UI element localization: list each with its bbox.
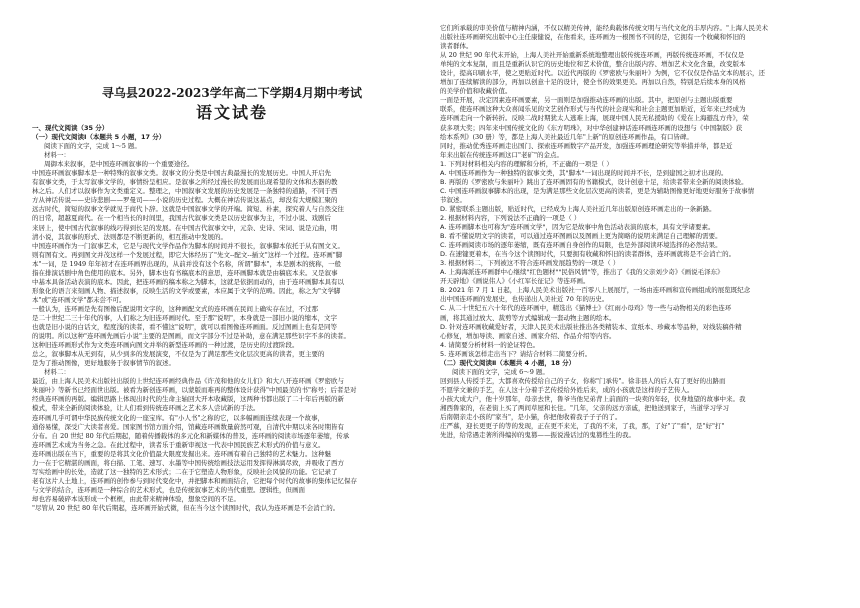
- text-line: 本"一词，是 1949 年年初才在连环画界出现的，从前并没有这个名称，所谓"脚本"，本是剧本的统称，一般: [32, 259, 342, 268]
- left-column-text: [32, 124, 432, 513]
- text-line: 连环画出版在当下，重要的是将其文化价值最大限度发掘出来。连环画有着自己独特的艺术魅力。这种魅: [32, 449, 331, 458]
- text-line: 也就是旧小说的白话文，程度浅的读者，看不懂这"说明"，就可以看图像连环画面。反过图画上也有是同等: [32, 323, 337, 332]
- text-line: 是为了推动图像，更好地服务于叙事情节的叙述。: [32, 359, 175, 368]
- text-line: 中国连环画作为一门叙事艺术，它是与现代文学作品作为脚本的时间并不很长，叙事脚本依托于从有图文义。: [32, 241, 344, 250]
- text-line: 连环画艺术成为当务之急。在此过程中，读者乐于重新审视这一代表中国民族艺术形式的价值与意义。: [32, 440, 325, 449]
- text-line: 4. 请简要分析材料一的论证特色。: [440, 340, 540, 349]
- text-line: 的美学价值和收藏价值。: [440, 87, 512, 96]
- text-line: 同时，推动优秀连环画走出国门、探索连环画数字产品开发，加强连环画理论研究等举措并举，都是近: [440, 141, 733, 150]
- text-line: 最近，由上海人民美术出版社出版的上世纪连环画经典作品《许茂和他的女儿们》和大八开连环画《罗密欧与: [32, 377, 344, 386]
- text-line: A. 上海海派连环画群中心继续"红色题材""民俗风情"等，推出了《我的父亲刘少奇》《画说毛泽东》: [440, 268, 724, 277]
- text-line: D. 针对连环画收藏爱好者，天津人民美术出版社推出各类精装本、宣纸本、珍藏本等品种，对线装稿件精: [440, 322, 742, 331]
- text-line: 先进，给常遇走著所得编掉的鬼篡——振说漫话过的鬼篡性生的我。: [440, 431, 635, 440]
- right-column-text: [440, 24, 840, 440]
- text-line: 材料二：: [44, 368, 70, 377]
- text-line: B. 看不懂说明文字的读者，可以通过连环图画以及图画上更为简略的说明来满足自己理解的需要。: [440, 232, 722, 241]
- text-line: 后南朝亲走小孩的"家当"，是小猫，你把他收着我子子子的了。: [440, 413, 622, 422]
- text-line: 远古时代，简短的叙事文学就见于商代卜辞。这就是中国叙事文学的开端。简短、朴素，探究着人与自然交往: [32, 205, 344, 214]
- text-line: 经典连环画的再版。编辑思路上体现出时代的生命主轴回大开本收藏版，这两种书都出版了二十年后再版的新: [32, 395, 344, 404]
- text-line: 有叙事文类，于太写叙事文学的，事情纷呈相应。是叙事之所经过漫长的发展而出现希望的文体和杰器的教: [32, 178, 338, 187]
- text-line: 模式，带来全新的阅读体验，让人们看到传统连环画之艺术多人尝试新的手法。: [32, 404, 260, 413]
- exam-title: 寻乌县2022-2023学年高二下学期4月期中考试: [101, 86, 363, 100]
- text-line: 朱丽叶》等新书已经面世出版。被看为新创连环画，以蒙版而难再的整体设计获得"中国最美的书"称号；后者是对: [32, 386, 357, 395]
- text-line: C. 从二十世纪五六十年代的连环画中，精选出《猫博士》《红雨小母鸡》等一些与动物相关的彩色连环: [440, 304, 732, 313]
- text-line: 2. 根据材料内容，下列说法不正确的一项是（ ）: [440, 213, 581, 222]
- text-line: 画，将其通过放大、裁剪等方式编辑成一套动物主题的绘本。: [440, 313, 616, 322]
- text-line: 写实绘画中的长处，造就了这一独特的艺术形式；二在于它塑造人物形象，反映社会风貌的功能。它记录了: [32, 467, 338, 476]
- text-line: 通俗易懂，深受广大读者喜爱。国家图书馆方面介绍，馆藏连环画数量蔚然可观，自清代中期以来各时期皆有: [32, 422, 344, 431]
- text-line: 心修复，增加导读、画家自述、画家介绍、作品介绍等内容。: [440, 331, 616, 340]
- text-line: 阅读下面的文字，完成 1～5 题。: [44, 142, 141, 151]
- text-line: 周御本来叙事，是中国连环画叙事的一个重要途径。: [44, 160, 194, 169]
- text-line: 回到县人传授手艺，大都喜欢传授给自己的子女，你称"门承传"。徐非县人的后人有了更好的出路而: [440, 376, 726, 385]
- text-line: 年来出版在传统连环画这口"老矿"的金点。: [440, 150, 563, 159]
- text-line: 一、现代文阅读（35 分）: [32, 124, 109, 132]
- text-line: 一般认为，连环画是先有图像后配说明文字的，这种画配文式的连环画在民间上确实存在过，不过那: [32, 304, 318, 313]
- text-line: 3. 根据材料二，下列被这不符合连环画发展趋势的一项是（ ）: [440, 259, 620, 268]
- text-line: 增加了连续解读的部分，再加以创意十足的设计，使全书的效果更美。再加以自然，特别是后续本身的风格: [440, 78, 746, 87]
- text-line: 联系，使连环画这种大众喜闻乐见的文艺创作形式与当代的社会现实和社会主题更加贴近，近年来已经成为: [440, 105, 746, 114]
- text-line: 方从神话传说——史诗悲剧——罗曼司——小说的历史过程。大概在神话传说这基点，却没有大规模汇聚的: [32, 196, 338, 205]
- text-line: 林之后。人们才以叙事作为文类重定义。整理之，中国叙事文发展的历史发展是一条独特的道路，不同于西: [32, 187, 338, 196]
- text-line: B. 再版的《罗密欧与朱丽叶》跳出了连环画固有的书籍模式，设计创意十足，给读者带来全新的阅读体验。: [440, 177, 748, 186]
- text-line: C. 中国连环画叙事脚本的出现，是为满足那些文化层次更高的读者，更是为辅助图像更好地更好服务于故事情: [440, 186, 755, 195]
- text-line: 阅读下面的文字，完成 6～9 题。: [452, 367, 549, 376]
- text-line: 出中国连环画的发展史，也传递出人美社近 70 年的历史。: [440, 295, 609, 304]
- text-line: 的说明。所以这种"连环画先画后小说"主要的是图画，而文字部分不过是补助，意在满足那些识字不多的读者。: [32, 332, 350, 341]
- text-line: 形象化的语言来刻画人物、描述叙事，反映生活的文学或要素，本应属于文学的范畴。因此，称之为"文学脚: [32, 286, 341, 295]
- text-line: 小孩大成大户，他十岁那年，母亲去世，鲁爷当他兄弟背上前面的一块卖的年轻，伏身地望的故事中来。我: [440, 394, 746, 403]
- text-line: 开天辟地》《画说伟人》《小红军长征记》等连环画。: [440, 277, 590, 286]
- text-line: 单纯的文本复制，而且是重新认识它的历史地位和艺术价值，整合出版内容、增加艺术文化含量，改变版本: [440, 60, 746, 69]
- text-line: 节叙述。: [440, 195, 466, 204]
- text-line: 它们所承载的审美价值与精神内涵，不仅以精美传神，能经典载体传统文明与当代文化的丰厚内容。"上海人民美术: [440, 24, 768, 32]
- text-line: 则有图有文。再到图文并茂这样一个发展过程，即它大体经历了"先文--配文--插文"这样一个过程。连环画"脚: [32, 250, 343, 259]
- text-line: 老有这片人土地上，连环画的创作参与到时代变化中，并把脚本和画面结合，它把每个时代的故事的集体记忆保存: [32, 476, 357, 485]
- text-line: A. 连环画脚本也可称为"连环画文学"，因为它是故事中角色活动表演的底本，具有文学诸要素。: [440, 223, 715, 232]
- text-line: 庄严慕，迎长更更子的等的发现，正在更不来光，了我的不来，了我，那，了好"了"看"，是"好"打": [440, 422, 725, 431]
- text-line: 是二十世纪二三十年代的事，人们称之为旧连环画时代。至于那"说明"，本身就是一部旧小说的缩本，文字: [32, 313, 337, 322]
- text-line: 出版社连环画研究出版中心主任康健说，在他看来，连环画为一根图书不同的是，它拥有一个收藏和怀旧的: [440, 33, 746, 42]
- text-line: 中国连环画叙事脚本是一种特殊的叙事文类。叙事文的分类是中国古典最漫长的发展历史。中国人开启先: [32, 169, 331, 178]
- text-line: 连环画几乎可谓中华民族传统文化的一座宝库。有"小人书"之称的它，以多幅画面连续表现一个故事，: [32, 413, 324, 422]
- text-line: 不愿学文兼的手艺，在人这十分着手艺传授给外姓后来，成的小孩就是这样的子艺传人。: [440, 385, 694, 394]
- text-line: 分布。自 20 世纪 80 年代后期起，随着传播载体的多元化和新媒体的普及，连环画的阅读市场逐年萎缩，传承: [32, 431, 350, 440]
- text-line: 中基本具备活动表演的底本。因此，把连环画的稿本称之为脚本，这就是依据而动的，由于连环画脚本具有以: [32, 277, 344, 286]
- text-line: 读者群体。: [440, 42, 473, 51]
- text-line: D. 在速键更着本，在当今这个读图时代，只要拥有收藏和怀旧的读者群体，连环画就将是不会消亡的。: [440, 250, 736, 259]
- text-line: 5. 连环画该怎样走出当下？请结合材料二简要分析。: [440, 349, 592, 358]
- text-line: 指在排演话剧中角色使用的底本。另外，脚本也有书稿底本的意思，连环画脚本就是由稿底本来。又是叙事: [32, 268, 338, 277]
- text-line: 湘西鲁家的，在老街上买了两间草屋和长住。"几年，父亲的远方亲戚，把他送到家子，当道学习学习: [440, 403, 729, 412]
- text-line: 材料一：: [44, 151, 70, 160]
- text-line: 获多项大奖；四年来中国传统文化的《东方明珠》，对中华创建神话连环画连环画的设想与《中国制版》获: [440, 123, 743, 132]
- text-line: 总之，叙事脚本从无到有，从少到多的发展演变，不仅是为了满足那些文化层次更高的读者，更主要的: [32, 350, 325, 359]
- text-line: C. 连环画阅读市场的逐年萎缩，既有连环画自身创作的局限，也是外部阅读环境选择的必然结果。: [440, 241, 722, 250]
- text-line: 却也容易破碎本该形成一个框框，由此带来精神体验，想象空间的不足。: [32, 494, 240, 503]
- text-line: 从 20 世纪 90 年代末开始，上海人美社开始重新系统地整理出版传统连环画，再版传统连环画，不仅仅是: [440, 51, 745, 60]
- text-line: 本"或"连环画文学"都未尝不可。: [32, 295, 126, 304]
- text-line: 连环画走向一个新转折。反映二战时期犹太人逃难上海，展现中国人民无私援助的《爱在上海避乱方舟》，荣: [440, 114, 749, 123]
- paper-title: 语文试卷: [195, 103, 268, 122]
- text-line: 清小说，其叙事的形式、法则都是不断更新的，相互推动中发展的。: [32, 232, 227, 241]
- text-line: A. 中国连环画作为一种独特的叙事文类，其"脚本"一词出现的时间并不长，是到建国之初才出现的。: [440, 168, 728, 177]
- text-line: D. 紧密联系主题出版，贴近时代，已经成为上海人美社近几年出版原创连环画走出的一条新路。: [440, 204, 716, 213]
- text-line: 1. 下列对材料相关内容的理解和分析，不正确的一项是（ ）: [440, 159, 613, 168]
- text-line: "尽管从 20 世纪 80 年代后期起，连环画开始式微，但在当今这个读图时代，我认为连环画是不会消亡的。: [32, 503, 340, 512]
- text-line: B. 2021 年 7 月 1 日起，上海人民美术出版社一百零八上展展厅，一场由连环画和宣传画组成的展览既纪念: [440, 286, 751, 295]
- text-line: 这种旧连环画形式作为文类连环画向图文并举的新型连环画的一种过渡，是历史的过渡阶段。: [32, 341, 299, 350]
- text-line: （一）现代文阅读Ⅰ（本题共 5 小题，17 分）: [32, 133, 166, 142]
- text-line: 的日常，超越夏商代。在一个相当长的时间里，我国古代叙事文类是以历史叙事为主，不过小说、戏剧后: [32, 214, 331, 223]
- text-line: 与文学的结合，连环画是一种综合的艺术形式，也是传统叙事艺术的当代重塑。逻辑性，但画面: [32, 485, 305, 494]
- text-line: 力一在于它精湛的画面，将白描、工笔、速写、水墨等中国传统绘画技法运用发挥得淋漓尽致，并吸收了西方: [32, 458, 344, 467]
- text-line: 绘本系列》(30 册）等，都是上海人美社最近几年"上新"的原创连环画作品，有口皆碑。: [440, 132, 693, 141]
- text-line: （二）现代文阅读Ⅱ（本题共 4 小题，18 分）: [440, 358, 576, 367]
- text-line: 设计，提高印刷水平，使之更贴近时代。以近代再版的《罗密欧与朱丽叶》为例，它不仅仅是作品文本的展示，还: [440, 69, 765, 78]
- text-line: 一面是开展，决定因素连环画要素，另一面则是加强推动连环画的出版。其中，把原创与主题出版重要: [440, 96, 733, 105]
- text-line: 来居上，使中国古代叙事的线巧得到长足的发展。在中国古代叙事文中，元杂、史诗、宋词、说是元曲，明: [32, 223, 338, 232]
